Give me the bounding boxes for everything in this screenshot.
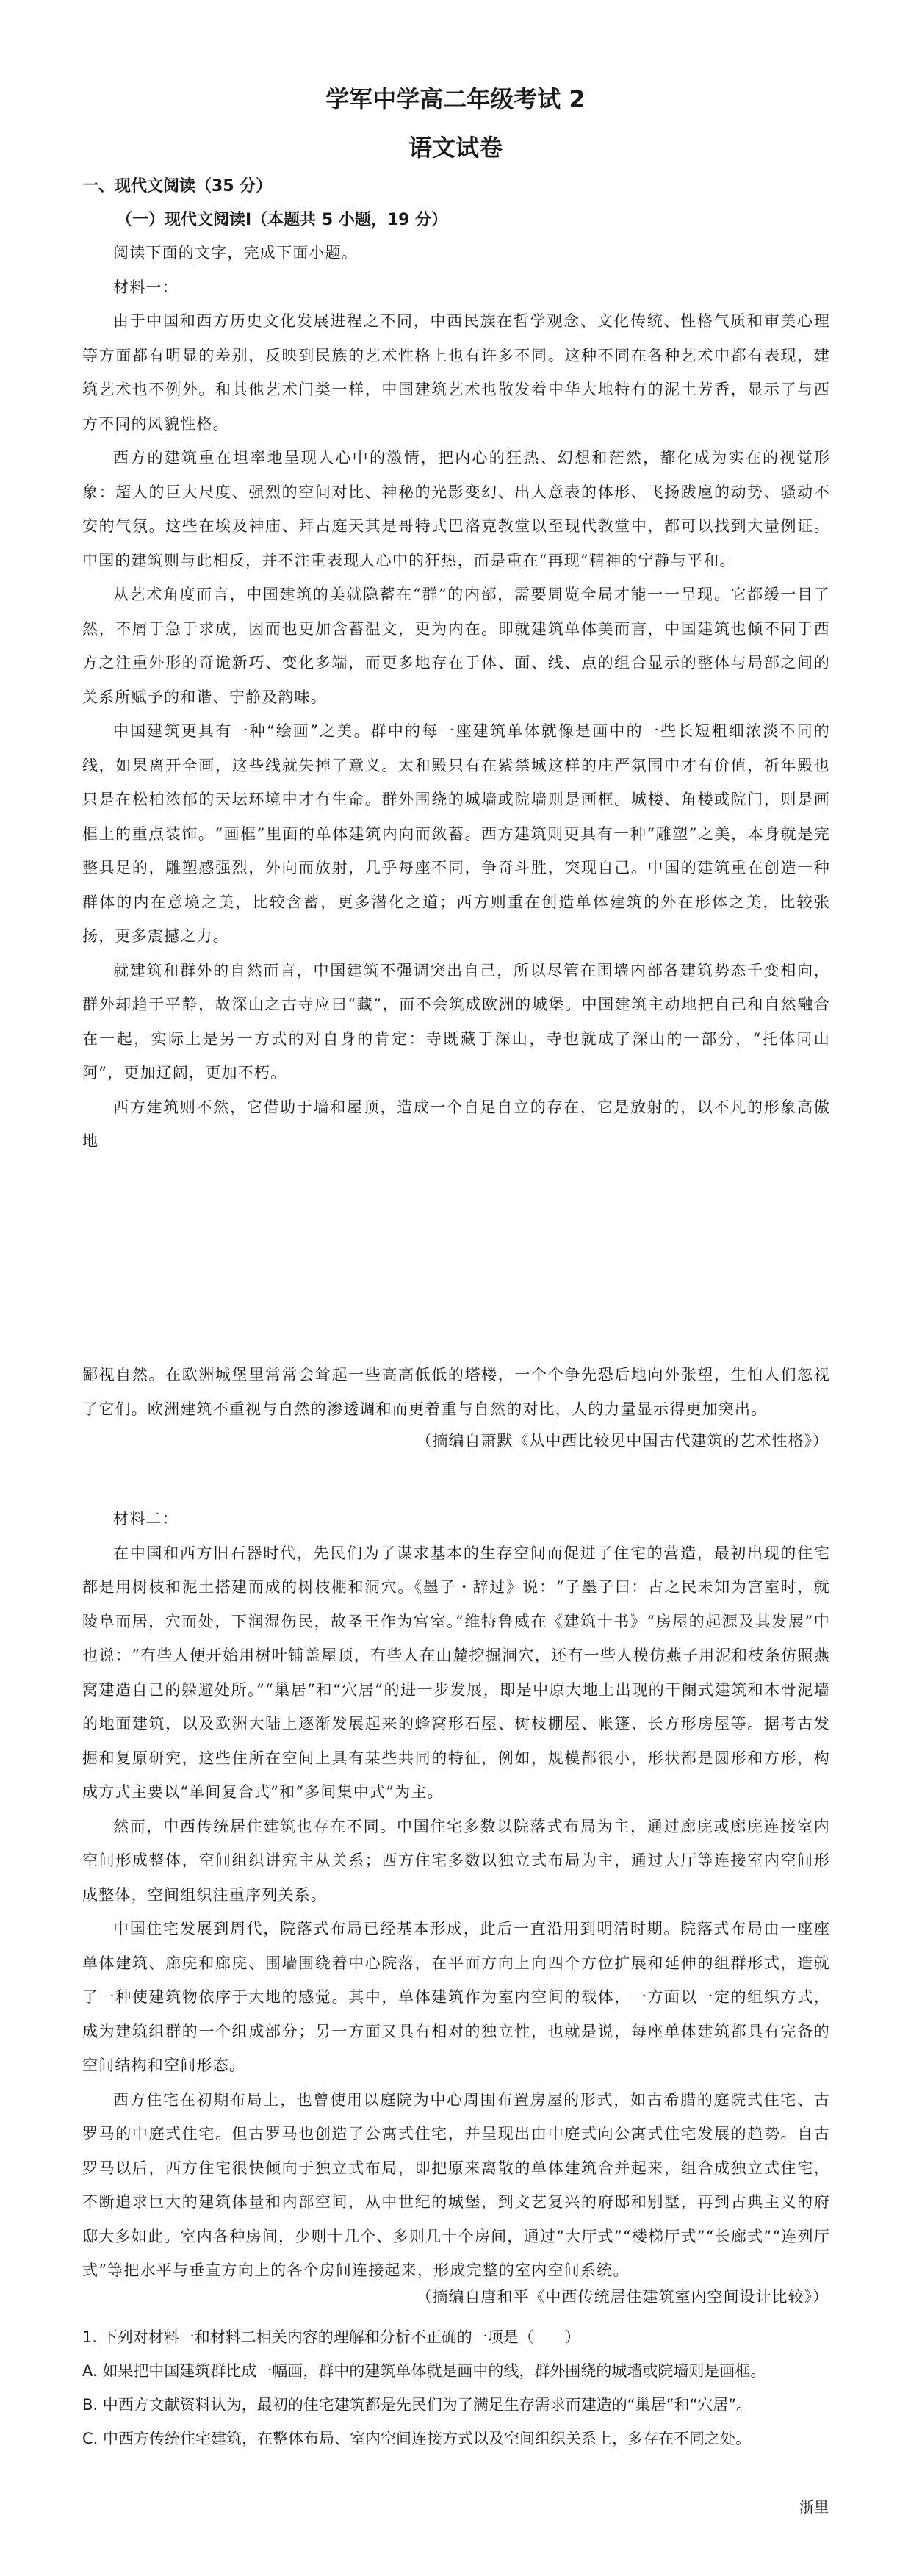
source-citation: （摘编自唐和平《中西传统居住建筑室内空间设计比较》） [416,2288,829,2306]
instruction-text: 阅读下面的文字，完成下面小题。 [113,244,358,262]
material-one-paragraph: 就建筑和群外的自然而言，中国建筑不强调突出自己，所以尽管在围墙内部各建筑势态千变相向，群外却趋于平静，故深山之古寺应曰“藏”，而不会筑成欧洲的城堡。中国建筑主动地把自己和自然融合在一起，实际上是另一方式的对自身的肯定：寺既藏于深山，寺也就成了深山的一部分，“托体同山阿”，更加辽阔，更加不朽。 [82,961,830,1082]
material-one-paragraph: 中国建筑更具有一种“绘画”之美。群中的每一座建筑单体就像是画中的一些长短粗细浓淡不同的线，如果离开全画，这些线就失掉了意义。太和殿只有在紫禁城这样的庄严氛围中才有价值，祈年殿也只是在松柏浓郁的天坛环境中才有生命。群外围绕的城墙或院墙则是画框。城楼、角楼或院门，则是画框上的重点装饰。“画框”里面的单体建筑内向而敛蓄。西方建筑则更具有一种“雕塑”之美，本身就是完整具足的，雕塑感强烈，外向而放射，几乎每座不同，争奇斗胜，突现自己。中国的建筑重在创造一种群体的内在意境之美，比较含蓄，更多潜化之道；西方则重在创造单体建筑的外在形体之美，比较张扬，更多震撼之力。 [82,722,830,945]
option-b: B. 中西方文献资料认为，最初的住宅建筑都是先民们为了满足生存需求而建造的“巢居”和“穴居”。 [82,2396,752,2414]
exam-subject-title: 语文试卷 [408,134,503,162]
exam-title: 学军中学高二年级考试 2 [325,85,586,113]
source-citation: （摘编自萧默《从中西比较见中国古代建筑的艺术性格》） [416,1432,829,1450]
material-one-continued [82,1358,830,1426]
material-two-paragraph: 中国住宅发展到周代，院落式布局已经基本形成，此后一直沿用到明清时期。院落式布局由一座座单体建筑、廊庑和廊庑、围墙围绕着中心院落，在平面方向上向四个方位扩展和延伸的组群形式，造就了一种使建筑物依序于大地的感觉。其中，单体建筑作为室内空间的载体，一方面以一定的组织方式，成为建筑组群的一个组成部分；另一方面又具有相对的独立性，也就是说，每座单体建筑都具有完备的空间结构和空间形态。 [82,1920,830,2074]
material-two-label: 材料二： [113,1510,179,1528]
material-two-text [82,1502,830,2288]
material-one-paragraph: 西方的建筑重在坦率地呈现人心中的激情，把内心的狂热、幻想和茫然，都化成为实在的视觉形象：超人的巨大尺度、强烈的空间对比、神秘的光影变幻、出人意表的体形、飞扬跋扈的动势、骚动不安的气氛。这些在埃及神庙、拜占庭天其是哥特式巴洛克教堂以至现代教堂中，都可以找到大量例证。中国的建筑则与此相反，并不注重表现人心中的狂热，而是重在“再现”精神的宁静与平和。 [82,449,830,569]
material-one-paragraph: 从艺术角度而言，中国建筑的美就隐蓄在“群”的内部，需要周览全局才能一一呈现。它都缓一目了然，不屑于急于求成，因而也更加含蓄温文，更为内在。即就建筑单体美而言，中国建筑也倾不同于西方之注重外形的奇诡新巧、变化多端，而更多地存在于体、面、线、点的组合显示的整体与局部之间的关系所赋予的和谐、宁静及韵味。 [82,586,830,706]
option-c: C. 中西方传统住宅建筑，在整体布局、室内空间连接方式以及空间组织关系上，多存在不同之处。 [82,2430,752,2447]
option-a: A. 如果把中国建筑群比成一幅画，群中的建筑单体就是画中的线，群外围绕的城墙或院墙则是画框。 [82,2362,766,2380]
footer-watermark: 浙里 [799,2498,829,2516]
material-one-paragraph: 鄙视自然。在欧洲城堡里常常会耸起一些高高低低的塔楼，一个个争先恐后地向外张望，生怕人们忽视了它们。欧洲建筑不重视与自然的渗透调和而更着重与自然的对比，人的力量显示得更加突出。 [82,1366,830,1418]
material-two-paragraph: 西方住宅在初期布局上，也曾使用以庭院为中心周围布置房屋的形式，如古希腊的庭院式住宅、古罗马的中庭式住宅。但古罗马也创造了公寓式住宅，并呈现出由中庭式向公寓式住宅发展的趋势。自古罗马以后，西方住宅很快倾向于独立式布局，即把原来离散的单体建筑合并起来，组合成独立式住宅，不断追求巨大的建筑体量和内部空间，从中世纪的城堡，到文艺复兴的府邸和别墅，再到古典主义的府邸大多如此。室内各种房间，少则十几个、多则几十个房间，通过“大厅式”“楼梯厅式”“长廊式”“连列厅式”等把水平与垂直方向上的各个房间连接起来，形成完整的室内空间系统。 [82,2090,830,2279]
subsection-heading: （一）现代文阅读Ⅰ（本题共 5 小题，19 分） [116,211,448,229]
material-one-paragraph: 由于中国和西方历史文化发展进程之不同，中西民族在哲学观念、文化传统、性格气质和审美心理等方面都有明显的差别，反映到民族的艺术性格上也有许多不同。这种不同在各种艺术中都有表现，建筑艺术也不例外。和其他艺术门类一样，中国建筑艺术也散发着中华大地特有的泥土芳香，显示了与西方不同的风貌性格。 [82,312,830,433]
material-one-paragraph: 西方建筑则不然，它借助于墙和屋顶，造成一个自足自立的存在，它是放射的，以不凡的形象高傲地 [82,1098,830,1150]
material-two-paragraph: 在中国和西方旧石器时代，先民们为了谋求基本的生存空间而促进了住宅的营造，最初出现的住宅都是用树枝和泥土搭建而成的树枝棚和洞穴。《墨子・辞过》说：“子墨子曰：古之民未知为宫室时，就陵阜而居，穴而处，下润湿伤民，故圣王作为宫室。”维特鲁威在《建筑十书》“房屋的起源及其发展”中也说：“有些人便开始用树叶铺盖屋顶，有些人在山麓挖掘洞穴，还有一些人模仿燕子用泥和枝条仿照燕窝建造自己的躲避处所。”“巢居”和“穴居”的进一步发展，即是中原大地上出现的干阑式建筑和木骨泥墙的地面建筑，以及欧洲大陆上逐渐发展起来的蜂窝形石屋、树枝棚屋、帐篷、长方形房屋等。据考古发掘和复原研究，这些住所在空间上具有某些共同的特征，例如，规模都很小，形状都是圆形和方形，构成方式主要以“单间复合式”和“多间集中式”为主。 [82,1544,830,1801]
material-one-label: 材料一： [113,278,179,296]
material-two-paragraph: 然而，中西传统居住建筑也存在不同。中国住宅多数以院落式布局为主，通过廊庑或廊庑连接室内空间形成整体，空间组织讲究主从关系；西方住宅多数以独立式布局为主，通过大厅等连接室内空间形成整体，空间组织注重序列关系。 [82,1817,830,1904]
section-heading: 一、现代文阅读（35 分） [82,177,273,195]
question-stem: 1. 下列对材料一和材料二相关内容的理解和分析不正确的一项是（ ） [82,2328,580,2346]
material-one-text [82,236,830,1159]
